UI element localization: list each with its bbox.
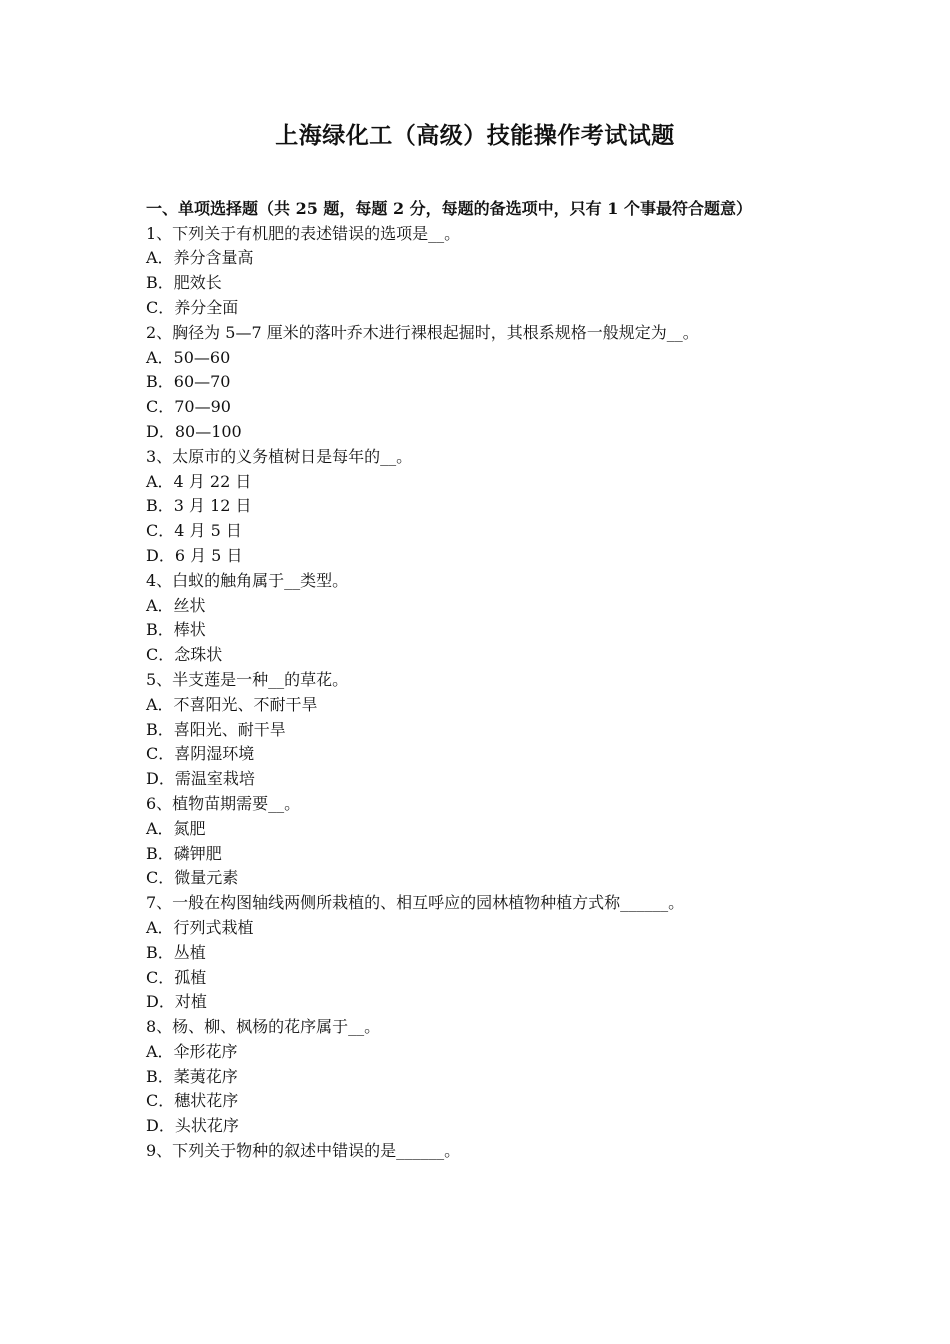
- question-stem: 1、下列关于有机肥的表述错误的选项是__。: [146, 223, 461, 243]
- answer-option: D．对植: [146, 992, 207, 1012]
- question-stem: 7、一般在构图轴线两侧所栽植的、相互呼应的园林植物种植方式称______。: [146, 893, 685, 913]
- question-stem: 9、下列关于物种的叙述中错误的是______。: [146, 1141, 461, 1161]
- question-stem: 2、胸径为 5—7 厘米的落叶乔木进行裸根起掘时，其根系规格一般规定为__。: [146, 322, 699, 342]
- answer-option: B．喜阳光、耐干旱: [146, 719, 286, 739]
- answer-option: A．伞形花序: [146, 1041, 238, 1061]
- answer-option: D．需温室栽培: [146, 769, 255, 789]
- answer-option: C．微量元素: [146, 868, 239, 888]
- document-title: 上海绿化工（高级）技能操作考试试题: [275, 122, 675, 149]
- answer-option: A．50—60: [146, 347, 231, 367]
- question-stem: 4、白蚁的触角属于__类型。: [146, 570, 349, 590]
- question-stem: 8、杨、柳、枫杨的花序属于__。: [146, 1017, 381, 1037]
- answer-option: A．氮肥: [146, 818, 206, 838]
- answer-option: B．葇荑花序: [146, 1066, 238, 1086]
- question-stem: 6、植物苗期需要__。: [146, 793, 301, 813]
- answer-option: B．丛植: [146, 942, 206, 962]
- answer-option: C．养分全面: [146, 297, 239, 317]
- answer-option: D．6 月 5 日: [146, 545, 243, 565]
- answer-option: C．穗状花序: [146, 1091, 239, 1111]
- document-body: [146, 197, 811, 1164]
- answer-option: A．4 月 22 日: [146, 471, 252, 491]
- answer-option: A．不喜阳光、不耐干旱: [146, 694, 318, 714]
- answer-option: B．磷钾肥: [146, 843, 222, 863]
- answer-option: A．丝状: [146, 595, 206, 615]
- answer-option: C．念珠状: [146, 645, 223, 665]
- answer-option: C．4 月 5 日: [146, 521, 242, 541]
- answer-option: C．喜阴湿环境: [146, 744, 255, 764]
- section-heading: 一、单项选择题（共 25 题，每题 2 分，每题的备选项中，只有 1 个事最符合题意）: [146, 199, 752, 218]
- answer-option: B．肥效长: [146, 273, 222, 293]
- question-stem: 3、太原市的义务植树日是每年的__。: [146, 446, 413, 466]
- answer-option: A．行列式栽植: [146, 917, 254, 937]
- answer-option: D．头状花序: [146, 1116, 239, 1136]
- answer-option: B．棒状: [146, 620, 206, 640]
- question-stem: 5、半支莲是一种__的草花。: [146, 669, 349, 689]
- answer-option: B．60—70: [146, 372, 231, 392]
- answer-option: B．3 月 12 日: [146, 496, 252, 516]
- answer-option: A．养分含量高: [146, 248, 254, 268]
- answer-option: C．孤植: [146, 967, 207, 987]
- answer-option: D．80—100: [146, 421, 242, 441]
- question-list: [146, 222, 811, 1164]
- answer-option: C．70—90: [146, 397, 231, 417]
